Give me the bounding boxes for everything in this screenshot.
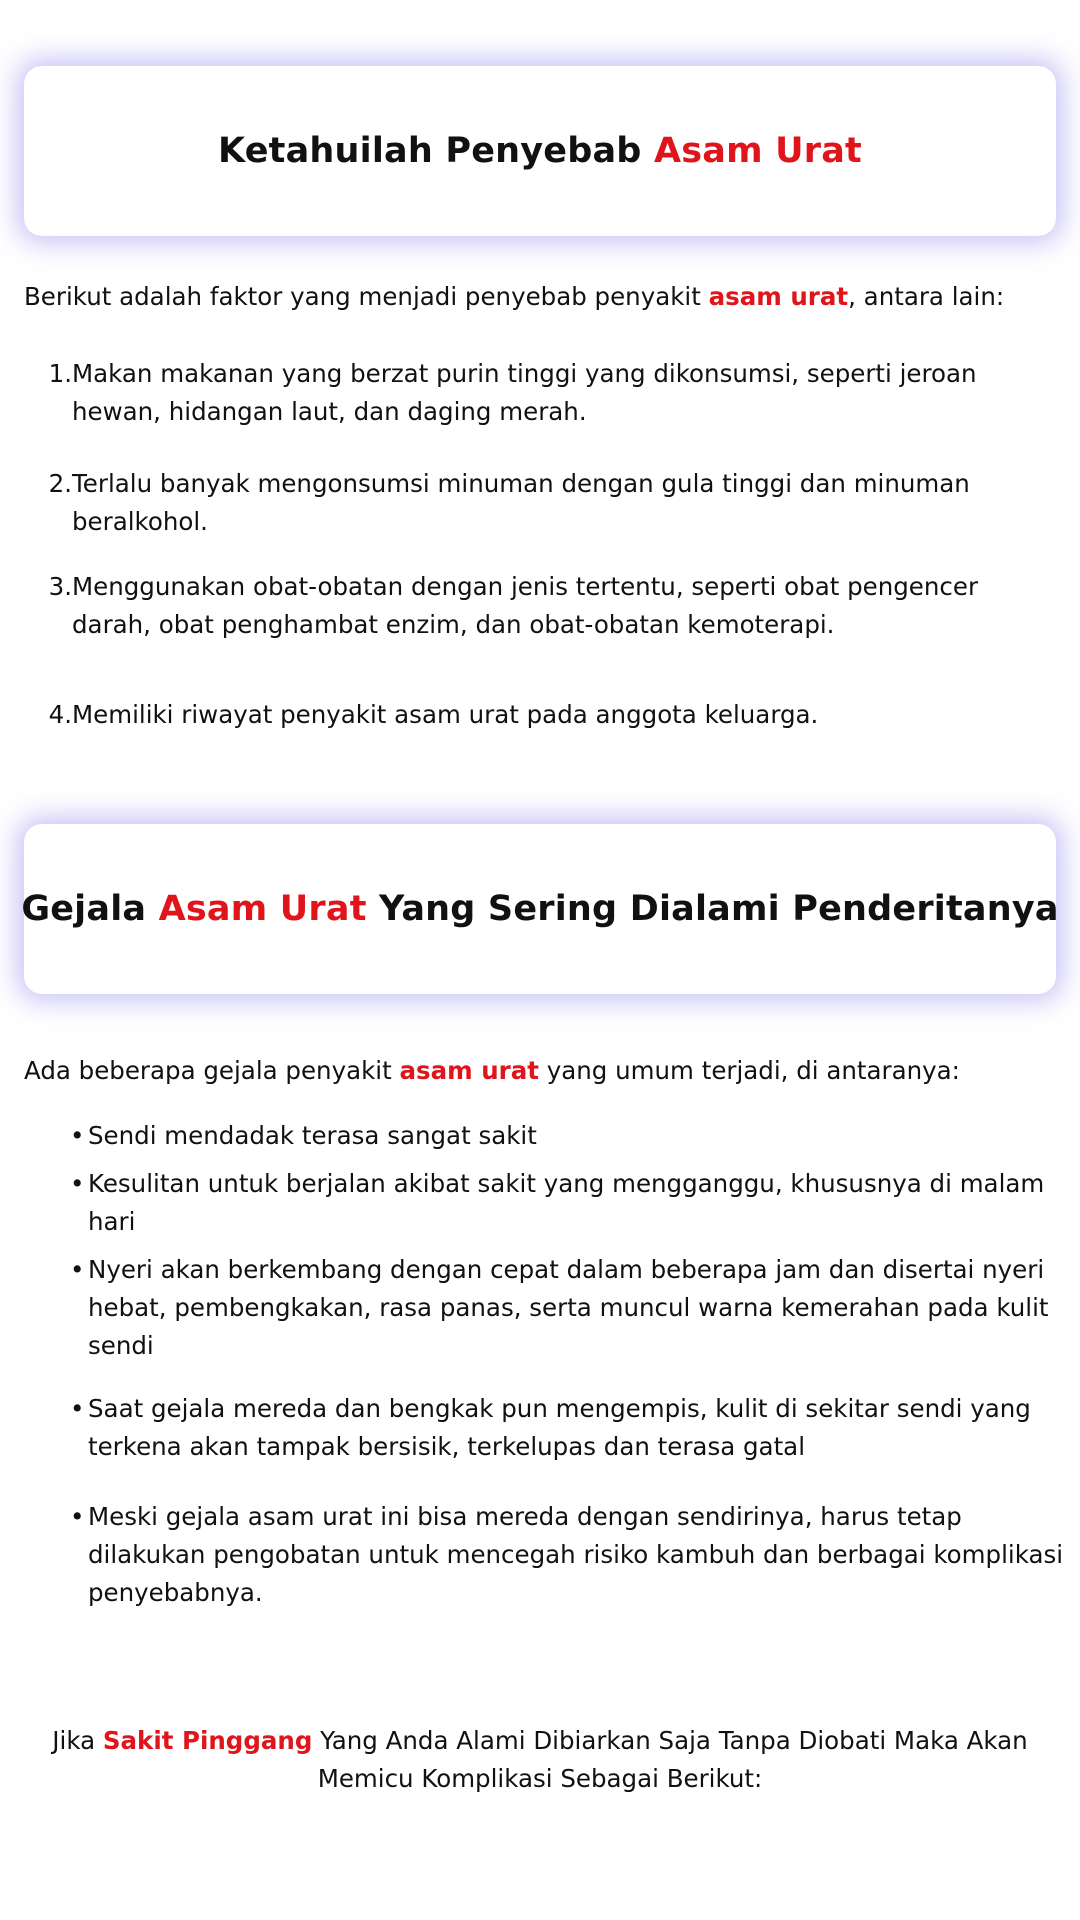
- heading-highlight: Asam Urat: [158, 889, 367, 929]
- heading-card-causes: [24, 66, 1056, 236]
- closing-statement: Jika Sakit Pinggang Yang Anda Alami Dibiarkan Saja Tanpa Diobati Maka Akan Memicu Komplikasi Sebagai Berikut:: [52, 1726, 1028, 1793]
- symptom-item: • Sendi mendadak terasa sangat sakit: [70, 1117, 1066, 1155]
- heading-causes: Ketahuilah Penyebab Asam Urat: [218, 131, 862, 171]
- cause-item: 4. Memiliki riwayat penyakit asam urat pada anggota keluarga.: [48, 700, 819, 729]
- bullet-icon: •: [70, 1394, 85, 1423]
- symptom-item: • Saat gejala mereda dan bengkak pun mengempis, kulit di sekitar sendi yang terkena akan tampak bersisik, terkelupas dan terasa gatal: [70, 1390, 1066, 1466]
- heading-symptoms: Gejala Asam Urat Yang Sering Dialami Penderitanya: [21, 889, 1059, 929]
- heading-highlight: Asam Urat: [653, 131, 862, 171]
- symptom-item: • Meski gejala asam urat ini bisa mereda dengan sendirinya, harus tetap dilakukan pengobatan untuk mencegah risiko kambuh dan berbagai komplikasi penyebabnya.: [70, 1498, 1066, 1612]
- intro-highlight: asam urat: [399, 1056, 539, 1085]
- bullet-icon: •: [70, 1169, 85, 1198]
- cause-item: 2. Terlalu banyak mengonsumsi minuman dengan gula tinggi dan minuman beralkohol.: [48, 469, 970, 536]
- symptoms-intro: Ada beberapa gejala penyakit asam urat yang umum terjadi, di antaranya:: [24, 1056, 960, 1085]
- symptom-item: • Kesulitan untuk berjalan akibat sakit yang mengganggu, khususnya di malam hari: [70, 1165, 1066, 1241]
- causes-intro: Berikut adalah faktor yang menjadi penyebab penyakit asam urat, antara lain:: [24, 282, 1005, 311]
- heading-card-symptoms: [21, 824, 1059, 994]
- bullet-icon: •: [70, 1502, 85, 1531]
- bullet-icon: •: [70, 1255, 85, 1284]
- cause-item: 1. Makan makanan yang berzat purin tinggi yang dikonsumsi, seperti jeroan hewan, hidangan laut, dan daging merah.: [48, 359, 977, 426]
- cause-item: 3. Menggunakan obat-obatan dengan jenis tertentu, seperti obat pengencer darah, obat penghambat enzim, dan obat-obatan kemoterapi.: [48, 572, 979, 639]
- bullet-icon: •: [70, 1121, 85, 1150]
- closing-highlight: Sakit Pinggang: [102, 1726, 313, 1755]
- symptom-item: • Nyeri akan berkembang dengan cepat dalam beberapa jam dan disertai nyeri hebat, pembengkakan, rasa panas, serta muncul warna kemerahan pada kulit sendi: [70, 1251, 1066, 1365]
- intro-highlight: asam urat: [708, 282, 849, 311]
